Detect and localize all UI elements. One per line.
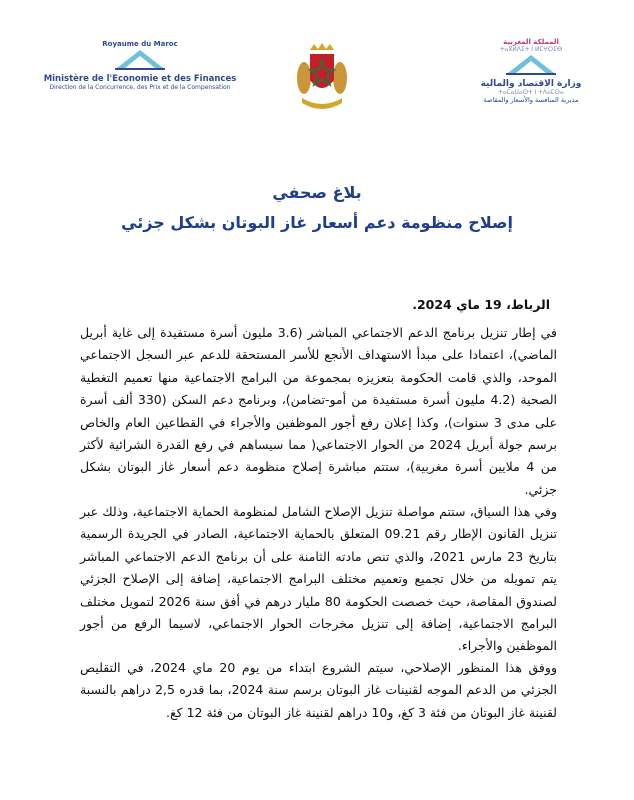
paragraph-3: ووفق هذا المنظور الإصلاحي، سيتم الشروع ابتداء من يوم 20 ماي 2024، في التقليص الجزئي من الدعم الموجه لقنينات غاز البوتان برسم سنة 2024، بما قدره 2,5 دراهم بالنسبة لقنينة غاز البوتان من فئة 3 كغ، و10 دراهم لقنينة غاز البوتان من فئة 12 كغ. <box>80 660 557 720</box>
ministry-name-ar: وزارة الاقتصاد والمالية <box>480 79 582 89</box>
kingdom-label-fr: Royaume du Maroc <box>102 40 178 48</box>
paragraph-2: وفي هذا السياق، ستتم مواصلة تنزيل الإصلاح الشامل لمنظومة الحماية الاجتماعية، وذلك عبر تنزيل القانون الإطار رقم 09.21 المتعلق بالحماية الاجتماعية، الصادر في الجريدة الرسمية بتاريخ 23 مارس 2021، والذي تنص مادته الثامنة على أن برنامج الدعم الاجتماعي المباشر يتم تمويله من خلال تجميع وتعميم مختلف البرامج الاجتماعية، إضافة إلى الإصلاح الجزئي لصندوق المقاصة، حيث خصصت الحكومة 80 مليار درهم في أفق سنة 2026 لتمويل مختلف البرامج الاجتماعية، إضافة إلى تنزيل مخرجات الحوار الاجتماعي، لاسيما الرفع من أجور الموظفين والأجراء. <box>80 504 557 654</box>
ministry-emblem-icon <box>105 48 175 70</box>
ministry-logo-french <box>40 40 240 120</box>
direction-name-ar: مديرية المنافسة والأسعار والمقاصة <box>483 96 579 104</box>
tifinagh-ministry-label: ⵜⴰⵎⴰⵡⴰⵙⵜ ⵏ ⵜⴷⴰⵎⵙⴰ <box>498 89 564 96</box>
ministry-name-fr: Ministère de l'Economie et des Finances <box>43 74 237 84</box>
kingdom-label-ar: المملكة المغربية <box>503 38 559 46</box>
dateline: الرباط، 19 ماي 2024. <box>412 297 550 312</box>
ministry-emblem-icon-right <box>496 53 566 75</box>
press-release-title: بلاغ صحفي <box>272 183 362 202</box>
direction-name-fr: Direction de la Concurrence, des Prix et de la Compensation <box>49 84 231 91</box>
tifinagh-kingdom-label: ⵜⴰⴳⵍⴷⵉⵜ ⵏ ⵍⵎⵖⵔⵉⴱ <box>499 46 563 53</box>
press-release-subject: إصلاح منظومة دعم أسعار غاز البوتان بشكل جزئي <box>121 213 513 232</box>
royal-coat-of-arms-icon <box>292 40 352 116</box>
ministry-logo-arabic <box>456 38 606 128</box>
paragraph-1: في إطار تنزيل برنامج الدعم الاجتماعي المباشر (3.6 مليون أسرة مستفيدة إلى غاية أبريل الماضي)، اعتمادا على مبدأ الاستهداف الأنجع للأسر المستحقة للدعم عبر السجل الاجتماعي الموحد، والذي قامت الحكومة بتعزيزه بمجموعة من البرامج الاجتماعية منها تعميم التغطية الصحية (4.2 مليون أسرة مستفيدة من أمو-تضامن)، وبرنامج دعم السكن (330 ألف أسرة على مدى 3 سنوات)، وكذا إعلان رفع أجور الموظفين والأجراء في القطاعين العام والخاص برسم جولة أبريل 2024 من الحوار الاجتماعي( مما سيساهم في رفع القدرة الشرائية لأكثر من 4 ملايين أسرة مغربية)، ستتم مباشرة إصلاح منظومة دعم أسعار غاز البوتان بشكل جزئي. <box>80 325 558 497</box>
